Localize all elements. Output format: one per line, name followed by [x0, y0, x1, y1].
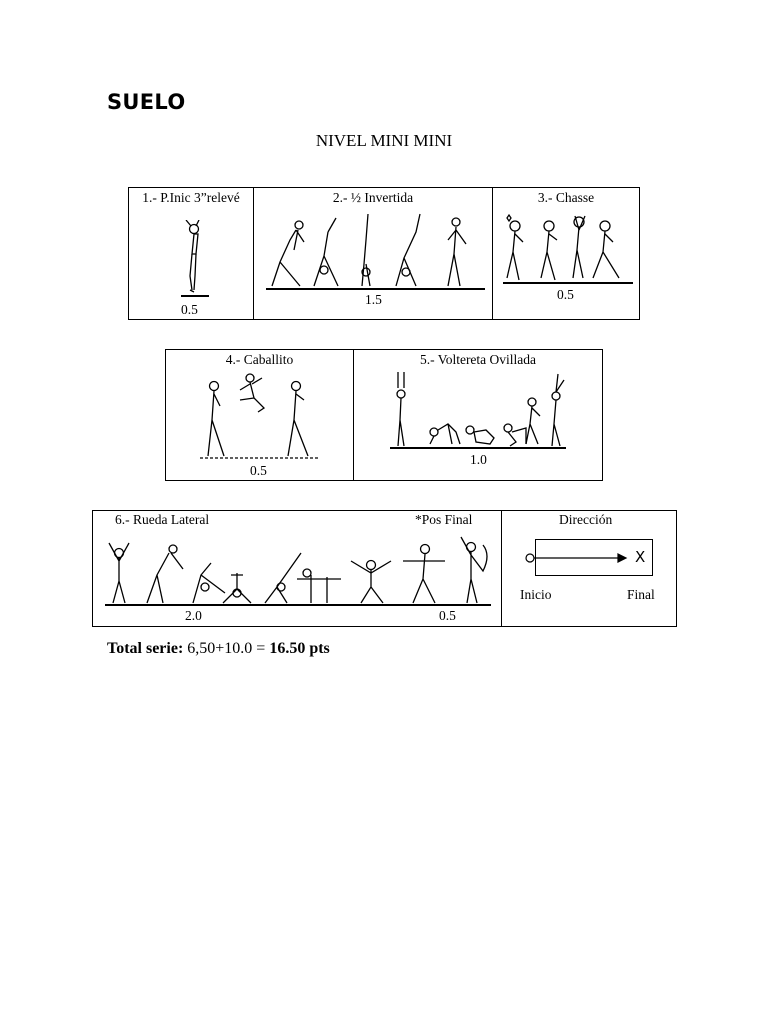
direction-title: Dirección [559, 512, 613, 527]
element-2-score: 1.5 [365, 292, 382, 307]
element-6-score-b: 0.5 [439, 608, 456, 623]
element-4-cell [166, 350, 354, 480]
element-5-score: 1.0 [470, 452, 487, 467]
total-expression: 6,50+10.0 = [187, 640, 266, 657]
element-1-title: 1.- P.Inic 3”relevé [142, 190, 240, 205]
element-4-title: 4.- Caballito [225, 352, 294, 367]
arrow-right-icon [618, 554, 626, 562]
element-3-baseline [503, 282, 633, 284]
row-3-table [92, 510, 677, 627]
element-6-baseline [105, 604, 491, 606]
element-6-cell [93, 511, 502, 626]
forward-roll-sequence-figure [390, 372, 566, 448]
direction-start-label: Inicio [520, 587, 552, 602]
page-title: SUELO [107, 90, 186, 114]
element-2-baseline [266, 288, 485, 290]
element-1-baseline [181, 295, 209, 297]
total-line [107, 640, 330, 658]
element-3-score: 0.5 [557, 287, 574, 302]
element-3-title: 3.- Chasse [537, 190, 595, 205]
cartwheel-sequence-figure [101, 535, 493, 605]
row-2-table [165, 349, 603, 481]
element-6-score-a: 2.0 [185, 608, 202, 623]
element-1-cell [129, 188, 254, 319]
start-circle-icon [526, 554, 534, 562]
total-label: Total serie: [107, 640, 184, 657]
element-5-title: 5.- Voltereta Ovillada [419, 352, 537, 367]
element-5-cell [354, 350, 602, 480]
end-x-marker: X [635, 548, 646, 566]
chasse-sequence-figure [503, 212, 633, 284]
row-1-table [128, 187, 640, 320]
level-subtitle: NIVEL MINI MINI [315, 131, 453, 150]
element-4-score: 0.5 [250, 463, 267, 478]
element-2-cell [254, 188, 493, 319]
element-2-title: 2.- ½ Invertida [332, 190, 414, 205]
total-result: 16.50 pts [269, 640, 330, 657]
element-6-title: 6.- Rueda Lateral [115, 512, 210, 527]
element-5-baseline [390, 447, 566, 449]
direction-cell [502, 511, 676, 626]
final-position-label: *Pos Final [415, 512, 473, 527]
handstand-sequence-figure [266, 210, 481, 288]
direction-diagram [535, 539, 653, 576]
element-1-score: 0.5 [181, 302, 198, 317]
direction-end-label: Final [627, 587, 655, 602]
gymnast-releve-figure [174, 220, 210, 296]
element-3-cell [493, 188, 639, 319]
caballito-jump-figure [200, 370, 320, 460]
